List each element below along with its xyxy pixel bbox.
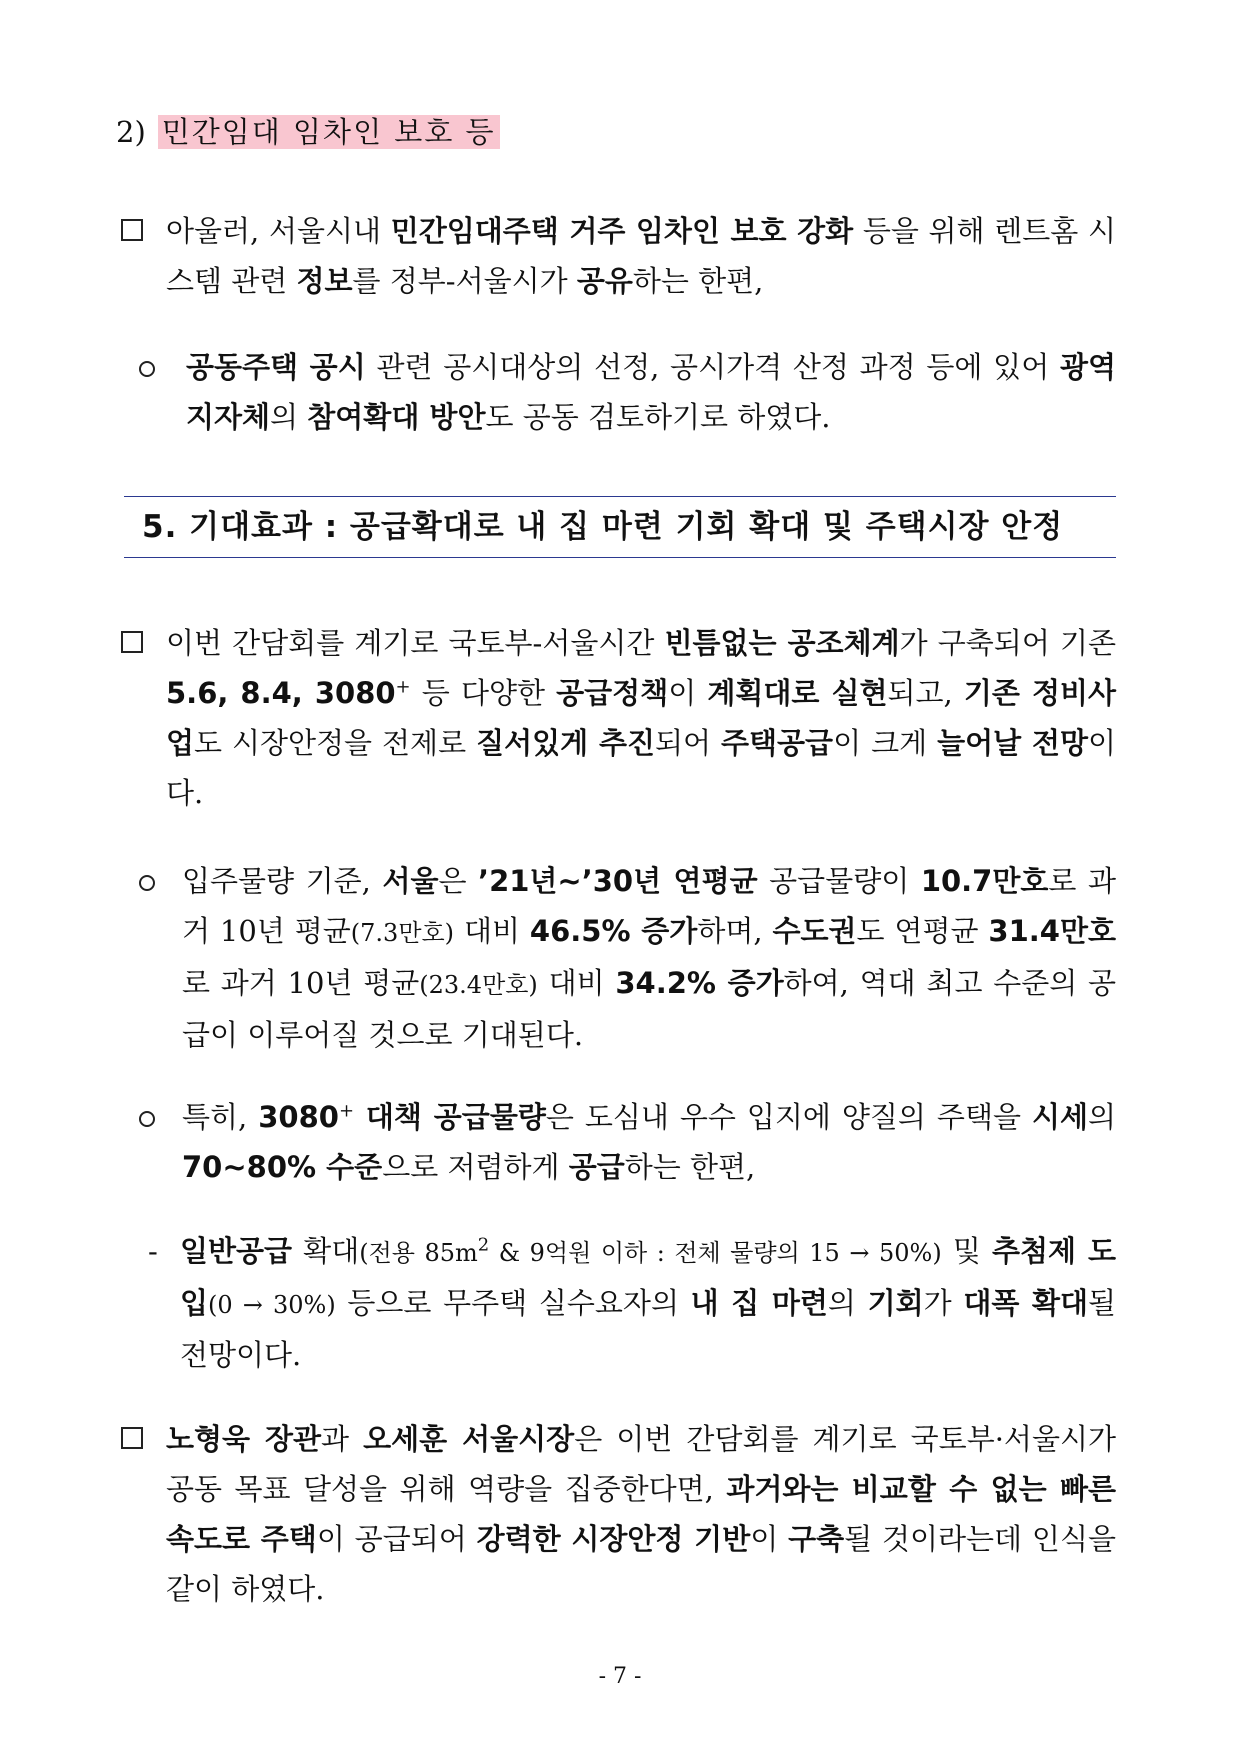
dash-bullet: - bbox=[148, 1234, 158, 1268]
paragraph-5-text: 특히, 3080+ 대책 공급물량은 도심내 우수 입지에 양질의 주택을 시세의 70~80% 수준으로 저렴하게 공급하는 한편, bbox=[182, 1100, 1116, 1184]
paragraph-7-text: 노형욱 장관과 오세훈 서울시장은 이번 간담회를 계기로 국토부·서울시가 공동 목표 달성을 위해 역량을 집중한다면, 과거와는 비교할 수 없는 빠른 속도로 주택이 공급되어 강력한 시장안정 기반이 구축될 것이라는데 인식을 같이 하였다. bbox=[166, 1422, 1116, 1606]
paragraph-3-text: 이번 간담회를 계기로 국토부-서울시간 빈틈없는 공조체계가 구축되어 기존 5.6, 8.4, 3080+ 등 다양한 공급정책이 계획대로 실현되고, 기존 정비사업도 시장안정을 전제로 질서있게 추진되어 주택공급이 크게 늘어날 전망이다. bbox=[166, 626, 1117, 810]
subheading-number: 2) bbox=[116, 115, 146, 149]
paragraph-4-text: 입주물량 기준, 서울은 ’21년~’30년 연평균 공급물량이 10.7만호로 과거 10년 평균(7.3만호) 대비 46.5% 증가하며, 수도권도 연평균 31.4만호로 과거 10년 평균(23.4만호) 대비 34.2% 증가하여, 역대 최고 수준의 공급이 이루어질 것으로 기대된다. bbox=[182, 864, 1117, 1052]
circle-bullet bbox=[139, 875, 155, 891]
paragraph-2-text: 공동주택 공시 관련 공시대상의 선정, 공시가격 산정 과정 등에 있어 광역 지자체의 참여확대 방안도 공동 검토하기로 하였다. bbox=[186, 350, 1116, 434]
checkbox-marker bbox=[121, 1427, 143, 1449]
section-heading-box bbox=[124, 496, 1116, 558]
page-number: - 7 - bbox=[598, 1664, 642, 1689]
section-heading: 5. 기대효과 : 공급확대로 내 집 마련 기회 확대 및 주택시장 안정 bbox=[142, 509, 1064, 545]
checkbox-marker bbox=[121, 219, 143, 241]
checkbox-marker bbox=[121, 631, 143, 653]
paragraph-6-text: 일반공급 확대(전용 $85m^2$ & 9억원 이하 : 전체 물량의 15 → 50%) 및 추첨제 도입(0 → 30%) 등으로 무주택 실수요자의 내 집 마련의 기회가 대폭 확대될 전망이다. bbox=[180, 1234, 1117, 1372]
circle-bullet bbox=[139, 1111, 155, 1127]
circle-bullet bbox=[139, 361, 155, 377]
subheading-title: 민간임대 임차인 보호 등 bbox=[158, 115, 500, 149]
paragraph-1-text: 아울러, 서울시내 민간임대주택 거주 임차인 보호 강화 등을 위해 렌트홈 시스템 관련 정보를 정부-서울시가 공유하는 한편, bbox=[166, 214, 1116, 298]
subheading bbox=[116, 112, 500, 152]
